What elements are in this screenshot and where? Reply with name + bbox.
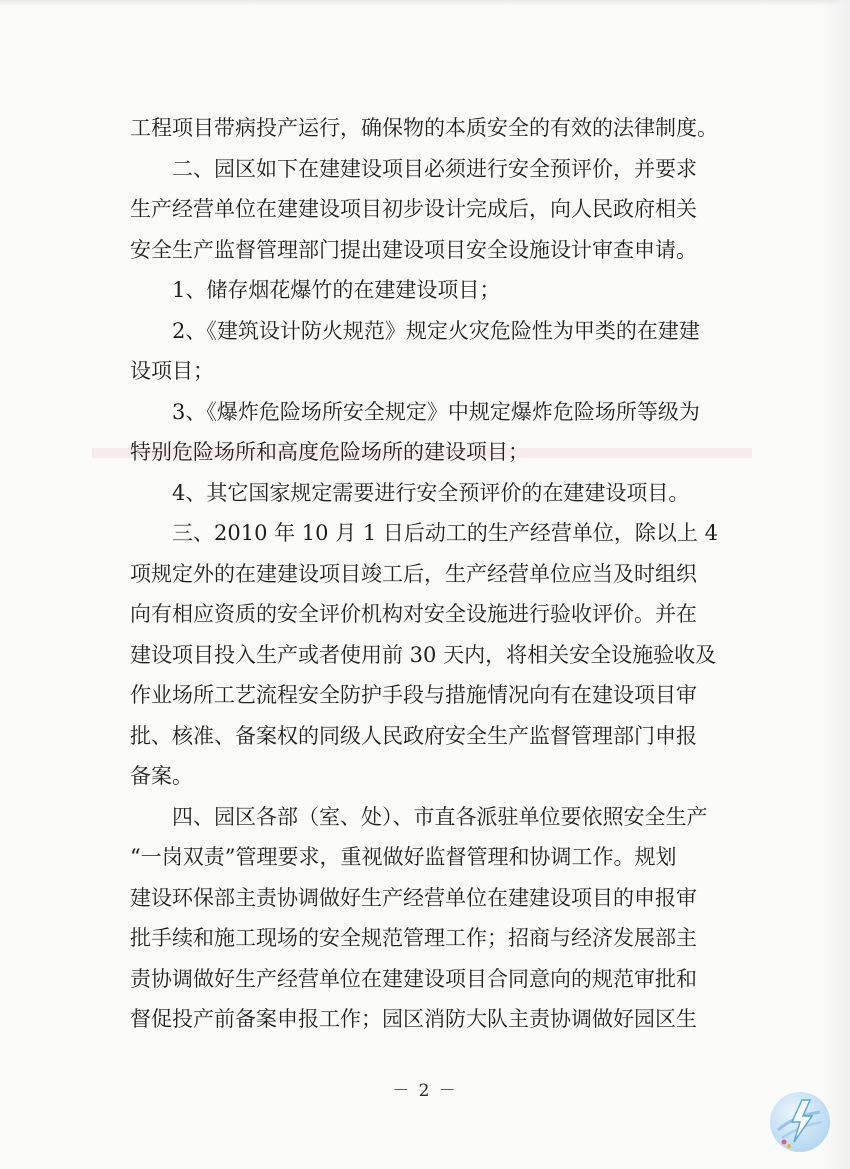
text-line: 建设项目投入生产或者使用前 30 天内，将相关安全设施验收及 bbox=[130, 642, 717, 667]
text-line: 设项目； bbox=[130, 359, 214, 383]
scan-edge bbox=[0, 0, 850, 6]
text-line: 责协调做好生产经营单位在建建设项目合同意向的规范审批和 bbox=[130, 966, 697, 991]
text-line: 1、储存烟花爆竹的在建建设项目； bbox=[172, 278, 501, 302]
text-line: 作业场所工艺流程安全防护手段与措施情况向有在建设项目审 bbox=[130, 683, 697, 707]
text-line: 建设环保部主责协调做好生产经营单位在建建设项目的申报审 bbox=[130, 885, 697, 910]
text-line: 批、核准、备案权的同级人民政府安全生产监督管理部门申报 bbox=[130, 723, 697, 748]
text-line: 工程项目带病投产运行，确保物的本质安全的有效的法律制度。 bbox=[130, 116, 718, 140]
lightning-globe-icon bbox=[764, 1086, 836, 1158]
text-line: 督促投产前备案申报工作；园区消防大队主责协调做好园区生 bbox=[130, 1007, 697, 1031]
text-line: 3、《爆炸危险场所安全规定》中规定爆炸危险场所等级为 bbox=[172, 399, 700, 424]
body-text bbox=[130, 108, 740, 1040]
page-number: － 2 － bbox=[392, 1081, 458, 1101]
text-line: 安全生产监督管理部门提出建设项目安全设施设计审查申请。 bbox=[130, 237, 697, 262]
text-line: 4、其它国家规定需要进行安全预评价的在建建设项目。 bbox=[172, 480, 690, 505]
text-line: 备案。 bbox=[130, 764, 193, 788]
text-line: 二、园区如下在建建设项目必须进行安全预评价，并要求 bbox=[172, 156, 697, 181]
text-line: 批手续和施工现场的安全规范管理工作；招商与经济发展部主 bbox=[130, 926, 697, 950]
scan-edge-right bbox=[820, 0, 850, 1169]
text-line: 三、2010 年 10 月 1 日后动工的生产经营单位，除以上 4 bbox=[172, 521, 718, 545]
text-line: “一岗双责”管理要求，重视做好监督管理和协调工作。规划 bbox=[130, 845, 677, 869]
text-line: 向有相应资质的安全评价机构对安全设施进行验收评价。并在 bbox=[130, 602, 697, 626]
text-line: 四、园区各部（室、处）、市直各派驻单位要依照安全生产 bbox=[172, 804, 708, 829]
text-line: 2、《建筑设计防火规范》规定火灾危险性为甲类的在建建 bbox=[172, 318, 700, 343]
text-line: 项规定外的在建建设项目竣工后，生产经营单位应当及时组织 bbox=[130, 561, 697, 586]
text-line: 生产经营单位在建建设项目初步设计完成后，向人民政府相关 bbox=[130, 197, 697, 221]
text-line: 特别危险场所和高度危险场所的建设项目； bbox=[130, 440, 529, 464]
